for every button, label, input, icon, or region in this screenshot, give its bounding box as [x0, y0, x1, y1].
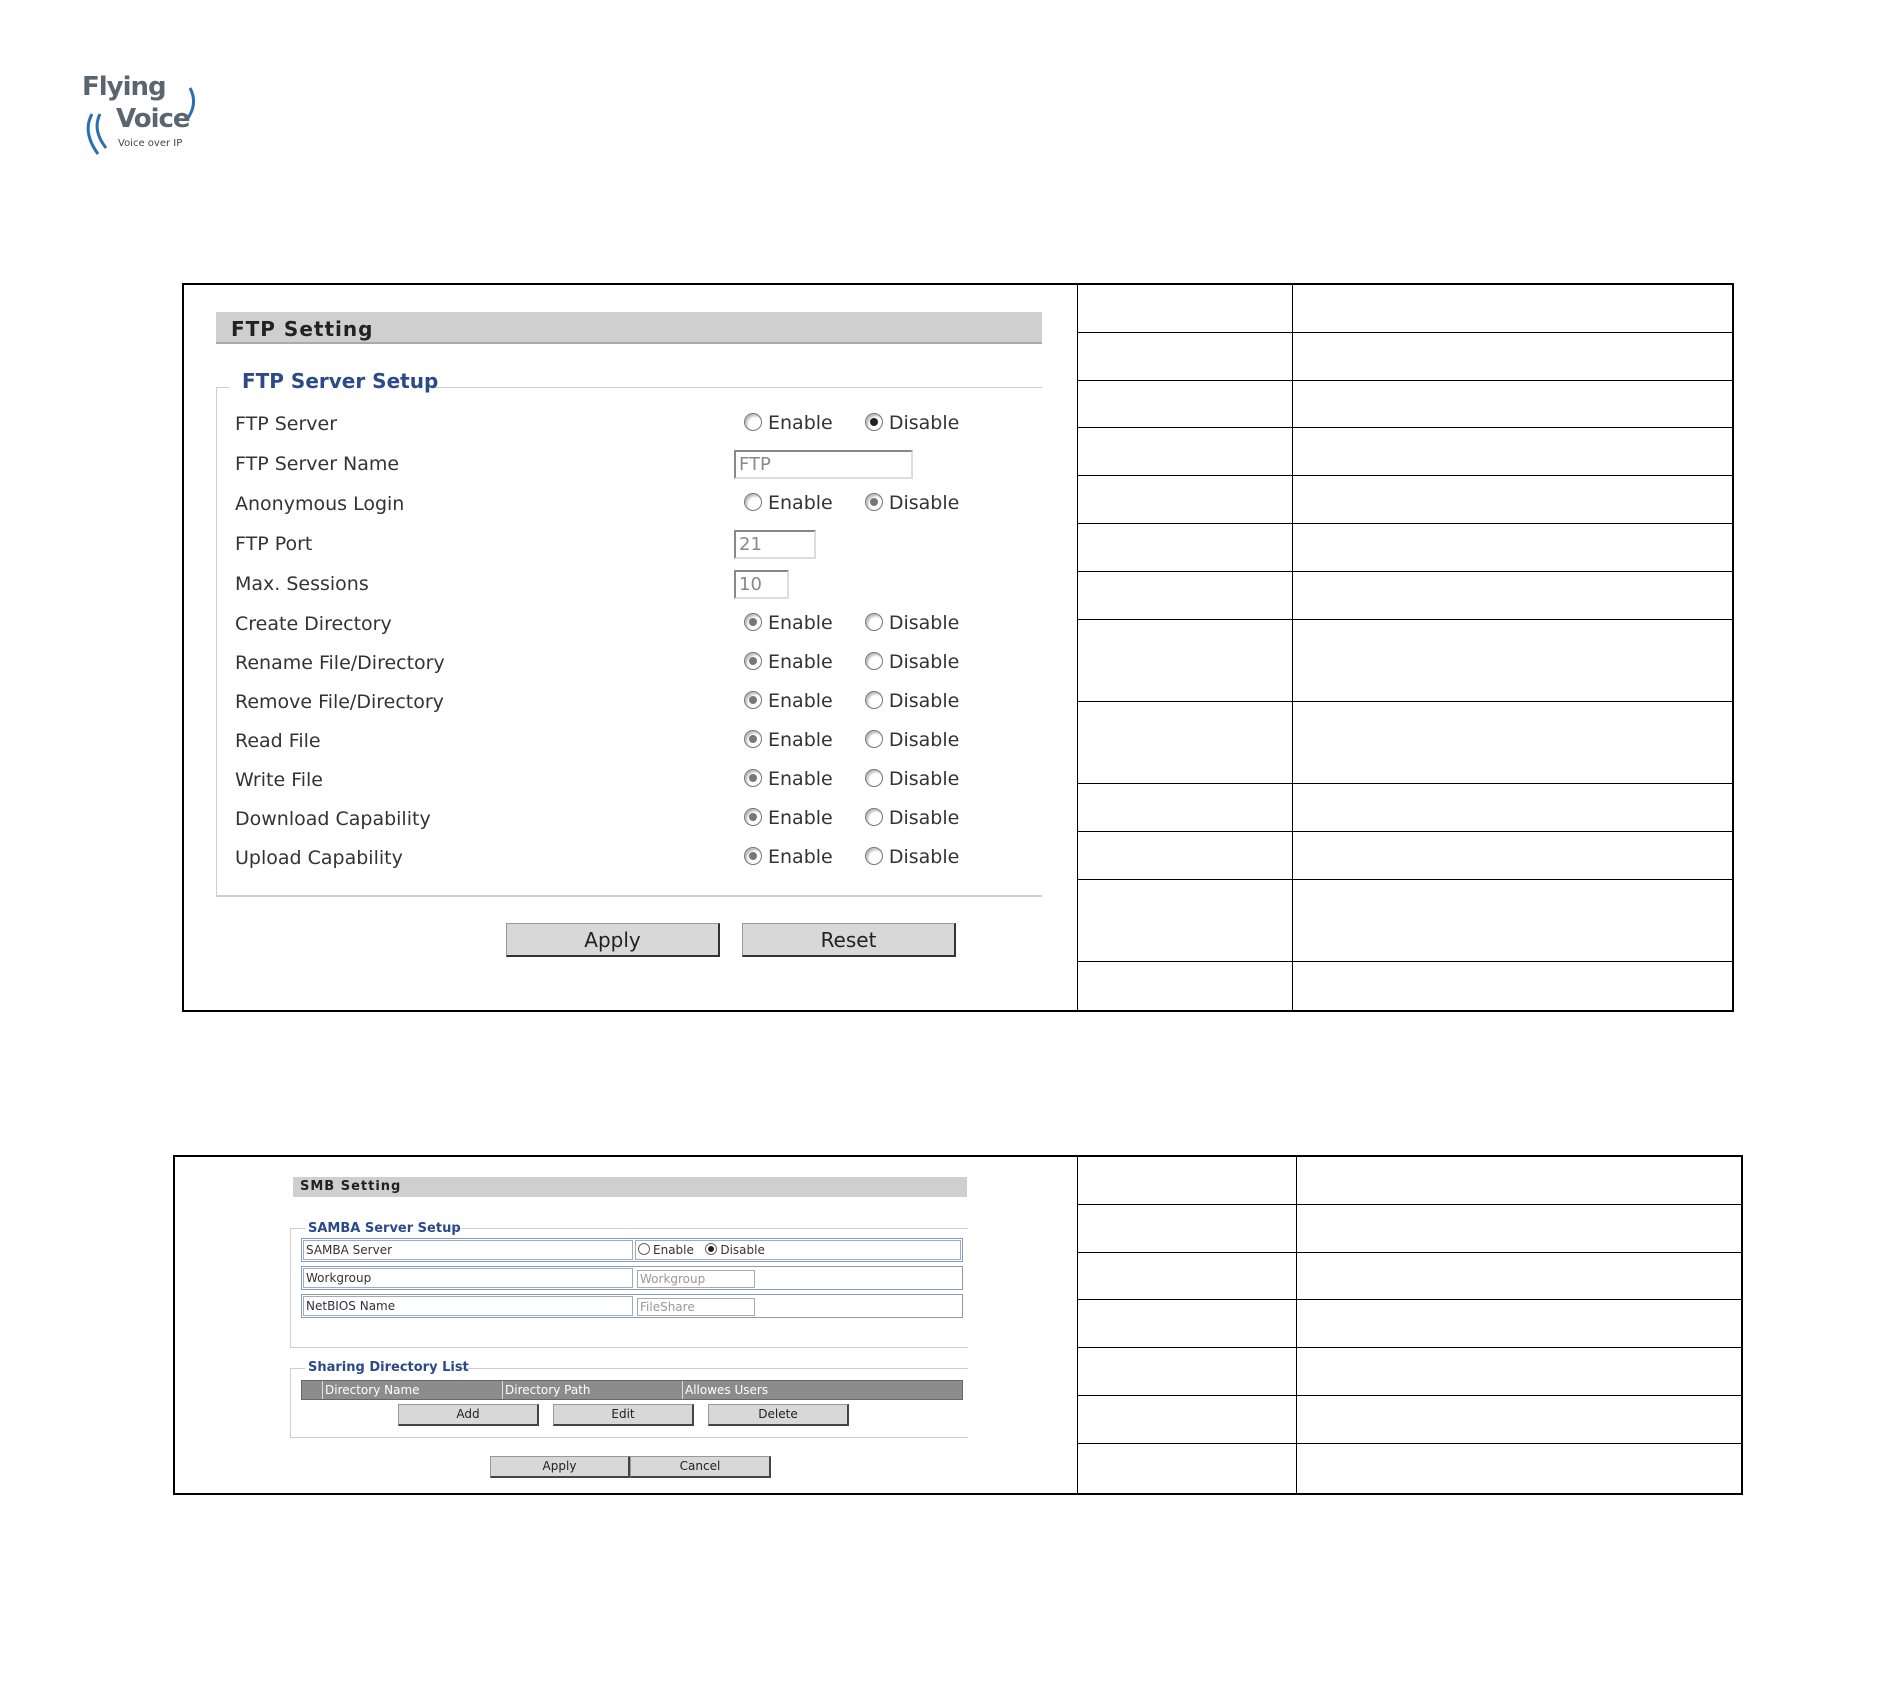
disable-radio[interactable] — [865, 808, 883, 826]
ftp-setting-header — [216, 312, 1042, 344]
samba-server-setup-legend: SAMBA Server Setup — [308, 1221, 461, 1236]
enable-label: Enable — [768, 846, 833, 868]
edit-button[interactable]: Edit — [553, 1404, 694, 1426]
ftp-row-download — [184, 805, 1042, 837]
row-label: Remove File/Directory — [235, 691, 444, 713]
row-divider — [1077, 332, 1732, 333]
disable-radio[interactable] — [865, 413, 883, 431]
enable-radio[interactable] — [744, 413, 762, 431]
ftp-row-create-directory — [184, 610, 1042, 642]
enable-radio[interactable] — [744, 769, 762, 787]
reset-button[interactable]: Reset — [742, 923, 956, 957]
workgroup-cell — [635, 1268, 961, 1288]
disable-radio[interactable] — [865, 730, 883, 748]
logo-word-voice: Voice — [116, 104, 190, 134]
row-divider — [1077, 879, 1732, 880]
samba-server-label: SAMBA Server — [303, 1240, 633, 1260]
disable-label: Disable — [888, 807, 960, 829]
disable-label: Disable — [888, 846, 960, 868]
disable-radio[interactable] — [865, 493, 883, 511]
logo-word-flying: Flying — [82, 72, 166, 102]
enable-radio[interactable] — [638, 1243, 650, 1255]
ftp-row-upload — [184, 844, 1042, 876]
ftp-row-write-file — [184, 766, 1042, 798]
samba-server-row — [301, 1238, 963, 1262]
directory-list-header — [301, 1380, 963, 1400]
max-sessions-input[interactable]: 10 — [734, 570, 789, 599]
row-label: Anonymous Login — [235, 493, 405, 515]
flying-voice-logo — [80, 58, 195, 158]
workgroup-label: Workgroup — [303, 1268, 633, 1288]
enable-label: Enable — [653, 1243, 694, 1257]
enable-radio[interactable] — [744, 808, 762, 826]
disable-label: Disable — [888, 651, 960, 673]
enable-radio[interactable] — [744, 652, 762, 670]
sharing-directory-legend: Sharing Directory List — [308, 1360, 469, 1375]
enable-label: Enable — [768, 690, 833, 712]
enable-label: Enable — [768, 807, 833, 829]
smb-apply-button[interactable]: Apply — [490, 1456, 630, 1478]
smb-setting-title: SMB Setting — [300, 1179, 402, 1194]
row-divider — [1077, 523, 1732, 524]
row-divider — [1077, 1395, 1741, 1396]
disable-label: Disable — [888, 768, 960, 790]
row-label: Max. Sessions — [235, 573, 369, 595]
netbios-cell — [635, 1296, 961, 1316]
ftp-row-rename — [184, 649, 1042, 681]
smb-cancel-button[interactable]: Cancel — [630, 1456, 771, 1478]
ftp-setting-title: FTP Setting — [231, 317, 374, 341]
disable-radio[interactable] — [865, 691, 883, 709]
workgroup-row — [301, 1266, 963, 1290]
delete-button[interactable]: Delete — [708, 1404, 849, 1426]
enable-label: Enable — [768, 412, 833, 434]
ftp-server-name-input[interactable]: FTP — [734, 450, 913, 479]
row-divider — [1077, 1204, 1741, 1205]
row-label: Read File — [235, 730, 321, 752]
disable-radio[interactable] — [865, 652, 883, 670]
disable-label: Disable — [888, 612, 960, 634]
disable-label: Disable — [888, 729, 960, 751]
enable-radio[interactable] — [744, 730, 762, 748]
column-directory-path: Directory Path — [502, 1381, 682, 1399]
logo-tagline: Voice over IP — [118, 138, 183, 149]
row-label: FTP Port — [235, 533, 313, 555]
divider — [1077, 285, 1078, 1010]
row-divider — [1077, 1443, 1741, 1444]
row-label: Write File — [235, 769, 323, 791]
row-label: Create Directory — [235, 613, 392, 635]
enable-label: Enable — [768, 492, 833, 514]
row-divider — [1077, 1299, 1741, 1300]
workgroup-input[interactable]: Workgroup — [637, 1270, 755, 1288]
disable-label: Disable — [888, 412, 960, 434]
row-label: FTP Server Name — [235, 453, 400, 475]
row-divider — [1077, 380, 1732, 381]
ftp-port-input[interactable]: 21 — [734, 530, 816, 559]
netbios-label: NetBIOS Name — [303, 1296, 633, 1316]
row-divider — [1077, 831, 1732, 832]
samba-server-radio-cell — [635, 1240, 961, 1260]
enable-label: Enable — [768, 729, 833, 751]
enable-label: Enable — [768, 651, 833, 673]
ftp-row-ftp-server — [184, 410, 1042, 442]
ftp-row-read-file — [184, 727, 1042, 759]
ftp-table-frame — [182, 283, 1734, 1012]
enable-radio[interactable] — [744, 613, 762, 631]
ftp-row-remove — [184, 688, 1042, 720]
enable-radio[interactable] — [744, 691, 762, 709]
ftp-row-max-sessions — [184, 570, 1042, 602]
disable-radio[interactable] — [865, 613, 883, 631]
disable-radio[interactable] — [705, 1243, 717, 1255]
row-divider — [1077, 619, 1732, 620]
ftp-server-setup-legend: FTP Server Setup — [242, 369, 439, 393]
disable-radio[interactable] — [865, 769, 883, 787]
row-divider — [1077, 475, 1732, 476]
enable-radio[interactable] — [744, 847, 762, 865]
column-directory-name: Directory Name — [322, 1381, 502, 1399]
row-divider — [1077, 701, 1732, 702]
row-divider — [1077, 1347, 1741, 1348]
enable-label: Enable — [768, 612, 833, 634]
column-allowed-users: Allowes Users — [682, 1381, 962, 1399]
row-label: Upload Capability — [235, 847, 403, 869]
add-button[interactable]: Add — [398, 1404, 539, 1426]
ftp-row-anonymous-login — [184, 490, 1042, 522]
disable-label: Disable — [888, 690, 960, 712]
apply-button[interactable]: Apply — [506, 923, 720, 957]
row-label: Rename File/Directory — [235, 652, 445, 674]
enable-label: Enable — [768, 768, 833, 790]
disable-label: Disable — [888, 492, 960, 514]
disable-radio[interactable] — [865, 847, 883, 865]
sharing-directory-fieldset — [290, 1368, 968, 1438]
disable-label: Disable — [720, 1243, 765, 1257]
ftp-row-server-name — [184, 450, 1042, 482]
enable-radio[interactable] — [744, 493, 762, 511]
row-label: FTP Server — [235, 413, 338, 435]
row-label: Download Capability — [235, 808, 431, 830]
row-divider — [1077, 1252, 1741, 1253]
row-divider — [1077, 571, 1732, 572]
netbios-input[interactable]: FileShare — [637, 1298, 755, 1316]
row-divider — [1077, 783, 1732, 784]
row-divider — [1077, 427, 1732, 428]
netbios-row — [301, 1294, 963, 1318]
row-divider — [1077, 961, 1732, 962]
ftp-row-port — [184, 530, 1042, 562]
divider — [1292, 285, 1293, 1010]
smb-setting-header — [293, 1177, 967, 1197]
